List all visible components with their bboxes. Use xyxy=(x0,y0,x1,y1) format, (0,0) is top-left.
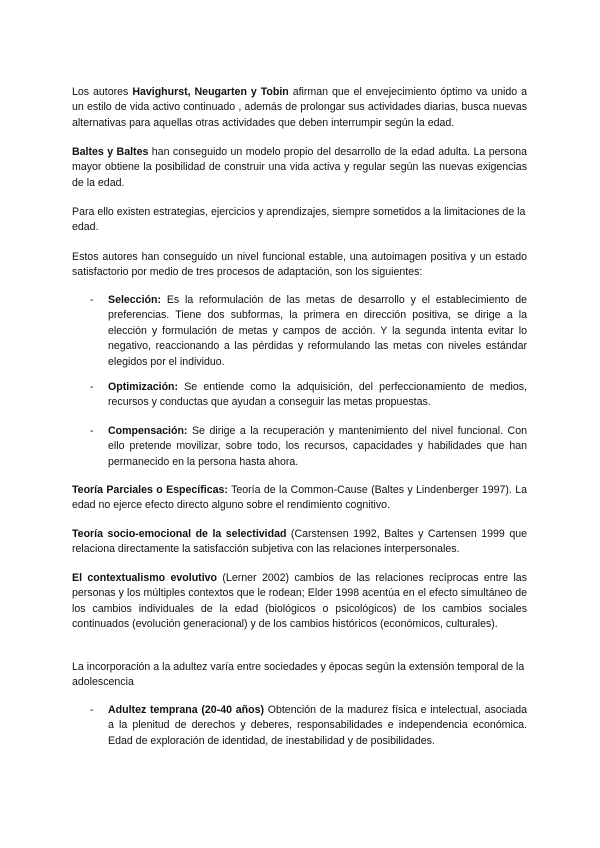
paragraph-text: Los autores xyxy=(72,86,133,98)
theory-bold: Teoría Parciales o Específicas: xyxy=(72,484,228,496)
term-bold: Selección: xyxy=(108,294,161,306)
paragraph-text: (Lerner 2002) cambios de las relaciones recíprocas entre las personas y los múltiples contextos que le rodean; Elder 1998 acentúa en el efecto simultáneo de los cambios individuales de la edad (biológicos o psicológicos) de los cambios sociales continuados (evolución generacional) y de los cambios históricos (económicos, culturales). xyxy=(72,572,527,631)
definition-text: Se entiende como la adquisición, del perfeccionamiento de medios, recursos y conductas que ayudan a conseguir las metas propuestas. xyxy=(108,381,527,409)
list-dash: - xyxy=(90,381,94,393)
definition-text: Es la reformulación de las metas de desarrollo y el establecimiento de preferencias. Tiene dos subformas, la primera en dirección positiva, se dirige a la elección y formulación de metas y campos de acción. Y la segunda intenta evitar lo negativo, reaccionando a las pérdidas y reformulando las metas con niveles estándar elegidos por el individuo. xyxy=(108,294,527,368)
term-bold: Adultez temprana (20-40 años) xyxy=(108,704,264,716)
list-dash: - xyxy=(90,425,94,437)
paragraph-socioemotional xyxy=(72,527,527,558)
paragraph-text: Para ello existen estrategias, ejercicios y aprendizajes, siempre sometidos a la limitaciones de la edad. xyxy=(72,206,526,234)
paragraph-text: (Carstensen 1992, Baltes y Cartensen 1999 que relaciona directamente la satisfacción subjetiva con las relaciones interpersonales. xyxy=(72,528,527,556)
paragraph-text: afirman que el envejecimiento óptimo va unido a un estilo de vida activo continuado , además de prolongar sus actividades diarias, busca nuevas alternativas para aquellas otras actividades que deben interrumpir según la edad. xyxy=(72,86,527,129)
paragraph-text: La incorporación a la adultez varía entre sociedades y épocas según la extensión temporal de la adolescencia xyxy=(72,661,525,689)
paragraph-active-aging xyxy=(72,85,527,131)
paragraph-strategies xyxy=(72,205,527,236)
paragraph-text: Estos autores han conseguido un nivel funcional estable, una autoimagen positiva y un estado satisfactorio por medio de tres procesos de adaptación, son los siguientes: xyxy=(72,251,527,279)
paragraph-partial-theories xyxy=(72,483,527,514)
paragraph-baltes xyxy=(72,145,527,191)
definition-text: Se dirige a la recuperación y mantenimiento del nivel funcional. Con ello pretende movilizar, sobre todo, los recursos, capacidades y habilidades que han permanecido en la persona hasta ahora. xyxy=(108,425,527,468)
list-dash: - xyxy=(90,704,94,716)
authors-bold: Baltes y Baltes xyxy=(72,146,149,158)
list-item-text xyxy=(108,293,527,370)
paragraph-text: Teoría de la Common-Cause (Baltes y Lindenberger 1997). La edad no ejerce efecto directo alguno sobre el rendimiento cognitivo. xyxy=(72,484,528,512)
theory-bold: El contextualismo evolutivo xyxy=(72,572,218,584)
term-bold: Compensación: xyxy=(108,425,188,437)
paragraph-contextualism xyxy=(72,571,527,633)
list-item-text xyxy=(108,424,527,470)
theory-bold: Teoría socio-emocional de la selectividad xyxy=(72,528,287,540)
list-dash: - xyxy=(90,294,94,306)
paragraph-adaptation-intro xyxy=(72,250,527,281)
definition-text: Obtención de la madurez física e intelectual, asociada a la plenitud de derechos y deberes, responsabilidades e independencia económica. Edad de exploración de identidad, de inestabilidad y de posibilidades. xyxy=(108,704,527,747)
paragraph-text: han conseguido un modelo propio del desarrollo de la edad adulta. La persona mayor obtiene la posibilidad de construir una vida activa y regular según las nuevas exigencias de la edad. xyxy=(72,146,527,189)
authors-bold: Havighurst, Neugarten y Tobin xyxy=(132,86,289,98)
term-bold: Optimización: xyxy=(108,381,179,393)
paragraph-adulthood xyxy=(72,660,527,691)
list-item-text xyxy=(108,380,527,411)
list-item-text xyxy=(108,703,527,749)
